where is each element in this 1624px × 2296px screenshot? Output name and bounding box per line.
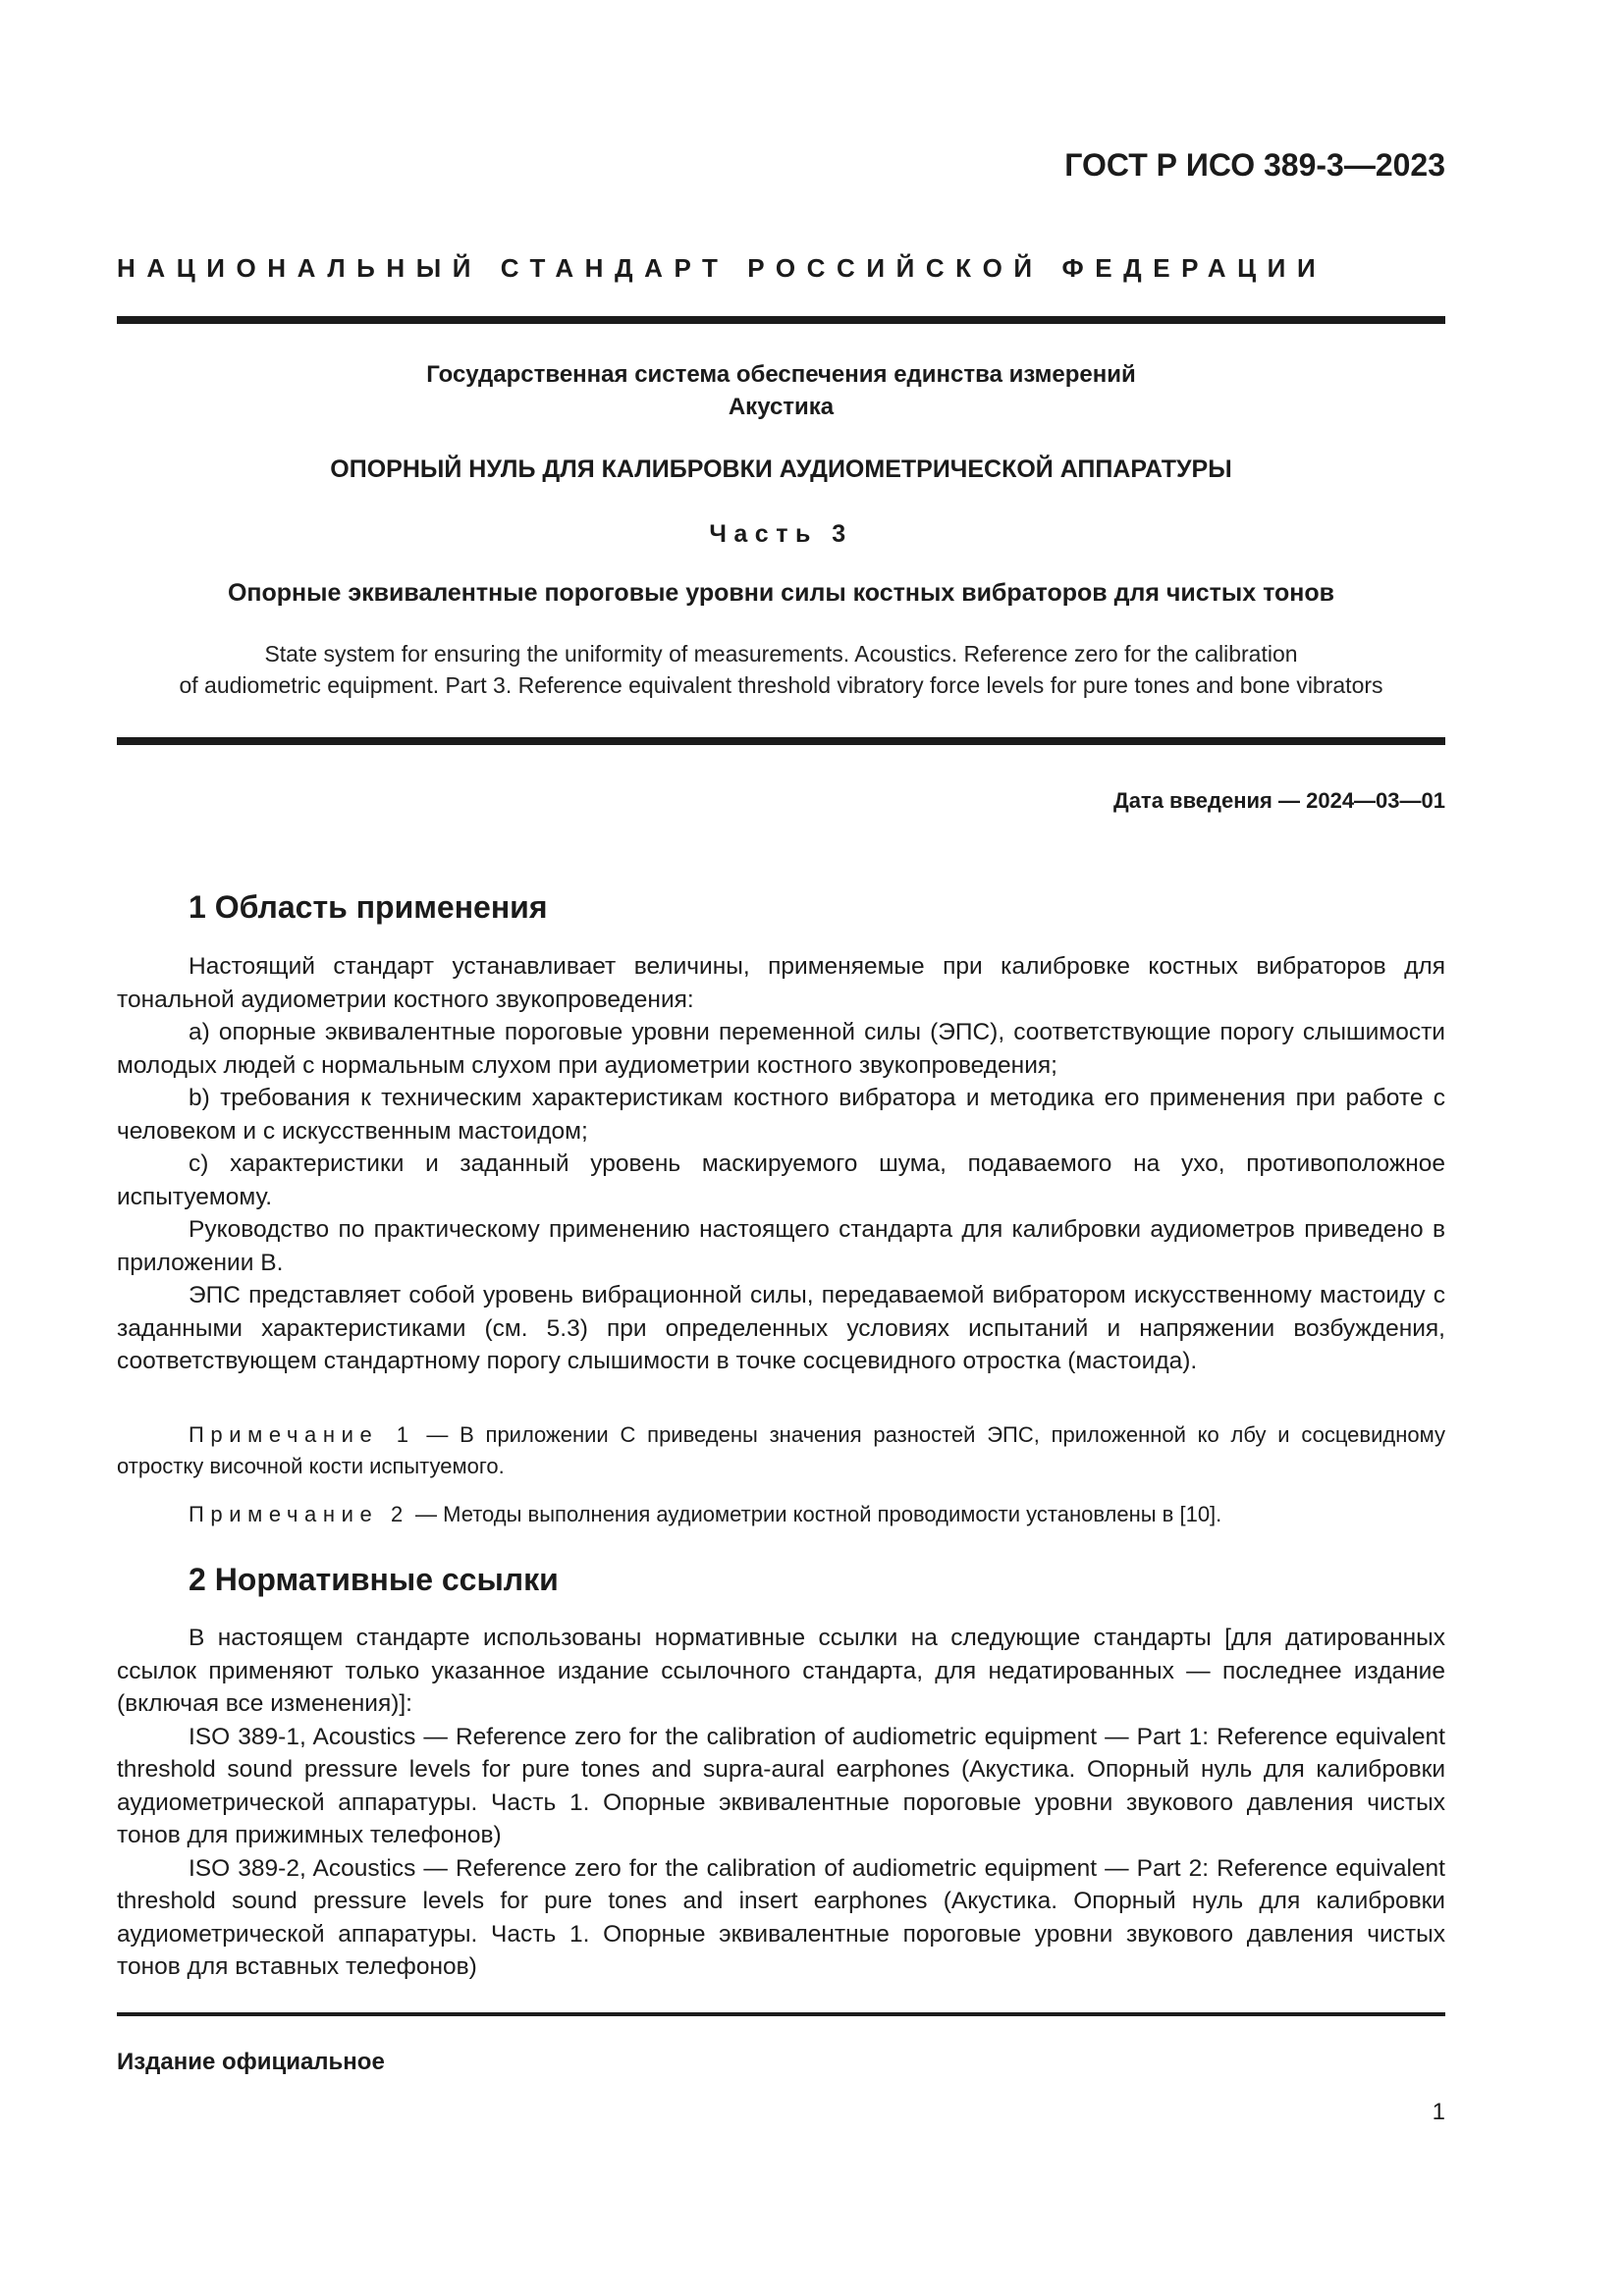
part-title: Часть 3	[709, 520, 853, 548]
page-number: 1	[1432, 2099, 1445, 2125]
title-divider	[117, 737, 1445, 745]
main-title: ОПОРНЫЙ НУЛЬ ДЛЯ КАЛИБРОВКИ АУДИОМЕТРИЧЕСКОЙ АППАРАТУРЫ	[330, 455, 1232, 483]
english-title-line2: of audiometric equipment. Part 3. Reference equivalent threshold vibratory force levels for pure tones and bone vibrators	[179, 672, 1383, 698]
official-edition-label: Издание официальное	[117, 2049, 385, 2075]
note-1-label: Примечание 1	[189, 1422, 415, 1447]
section-2-body	[117, 1622, 1445, 1984]
note-2-text: — Методы выполнения аудиометрии костной проводимости установлены в [10].	[408, 1502, 1222, 1526]
introduction-date: Дата введения — 2024—03—01	[1113, 788, 1445, 813]
section-2-heading: 2 Нормативные ссылки	[189, 1562, 559, 1597]
section-1-body	[117, 950, 1445, 1378]
national-standard-banner: НАЦИОНАЛЬНЫЙ СТАНДАРТ РОССИЙСКОЙ ФЕДЕРАЦИИ	[117, 253, 1327, 283]
section-2-paragraph: В настоящем стандарте использованы нормативные ссылки на следующие стандарты [для датированных ссылок применяют только указанное издание ссылочного стандарта, для недатированных — последнее издание (включая все изменения)]:	[117, 1625, 1445, 1717]
section-1-paragraph: c) характеристики и заданный уровень маскируемого шума, подаваемого на ухо, противоположное испытуемому.	[117, 1150, 1445, 1210]
section-1-paragraph: b) требования к техническим характеристикам костного вибратора и методика его применения при работе с человеком и с искусственным мастоидом;	[117, 1085, 1445, 1145]
section-1-paragraph: a) опорные эквивалентные пороговые уровни переменной силы (ЭПС), соответствующие порогу слышимости молодых людей с нормальным слухом при аудиометрии костного звукопроведения;	[117, 1019, 1445, 1079]
system-title	[117, 358, 1445, 423]
standard-designation: ГОСТ Р ИСО 389-3—2023	[1064, 147, 1445, 183]
system-title-line2: Акустика	[728, 394, 835, 420]
section-1-paragraph: Настоящий стандарт устанавливает величины, применяемые при калибровке костных вибраторов для тональной аудиометрии костного звукопроведения:	[117, 953, 1445, 1013]
note-2-label: Примечание 2	[189, 1502, 409, 1526]
header-divider	[117, 316, 1445, 324]
english-title	[117, 638, 1445, 701]
english-title-line1: State system for ensuring the uniformity of measurements. Acoustics. Reference zero for the calibration	[264, 641, 1298, 667]
section-1-paragraph: ЭПС представляет собой уровень вибрационной силы, передаваемой вибратором искусственному мастоиду с заданными характеристиками (см. 5.3) при определенных условиях испытаний и напряжении возбуждения, соответствующем стандартному порогу слышимости в точке сосцевидного отростка (мастоида).	[117, 1282, 1445, 1374]
note-2	[117, 1499, 1445, 1530]
note-1-text: — В приложении C приведены значения разностей ЭПС, приложенной ко лбу и сосцевидному отростку височной кости испытуемого.	[117, 1422, 1445, 1478]
section-1-heading: 1 Область применения	[189, 889, 548, 925]
subtitle: Опорные эквивалентные пороговые уровни силы костных вибраторов для чистых тонов	[227, 579, 1335, 607]
section-2-paragraph: ISO 389-1, Acoustics — Reference zero for the calibration of audiometric equipment — Part 1: Reference equivalent threshold sound pressure levels for pure tones and supra-aural earphones (Акустика. Опорный нуль для калибровки аудиометрической аппаратуры. Часть 1. Опорные эквивалентные пороговые уровни звукового давления чистых тонов для прижимных телефонов)	[117, 1723, 1445, 1848]
section-2-paragraph: ISO 389-2, Acoustics — Reference zero for the calibration of audiometric equipment — Part 2: Reference equivalent threshold sound pressure levels for pure tones and insert earphones (Акустика. Опорный нуль для калибровки аудиометрической аппаратуры. Часть 1. Опорные эквивалентные пороговые уровни звукового давления чистых тонов для вставных телефонов)	[117, 1854, 1445, 1980]
note-1	[117, 1419, 1445, 1482]
system-title-line1: Государственная система обеспечения единства измерений	[426, 361, 1136, 388]
footer-divider	[117, 2012, 1445, 2016]
section-1-paragraph: Руководство по практическому применению настоящего стандарта для калибровки аудиометров приведено в приложении B.	[117, 1216, 1445, 1276]
